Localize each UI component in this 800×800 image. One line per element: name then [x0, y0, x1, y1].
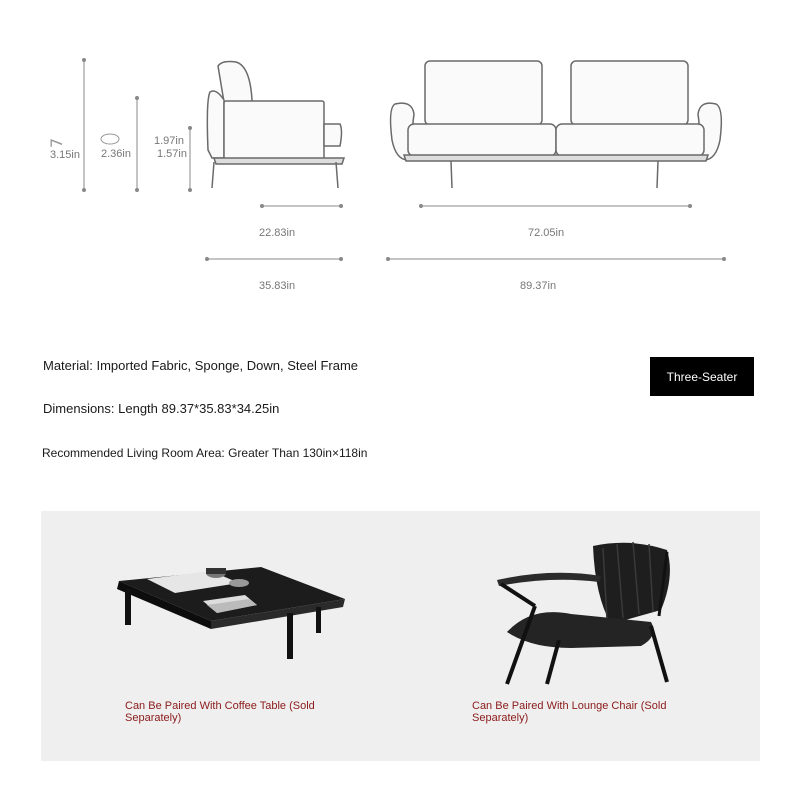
spec-material: Material: Imported Fabric, Sponge, Down, Steel Frame [43, 358, 359, 373]
label-height-seat: 2.36in [101, 148, 131, 160]
dimension-diagram [0, 0, 800, 320]
three-seater-badge[interactable]: Three-Seater [650, 357, 754, 396]
coffee-table-caption: Can Be Paired With Coffee Table (Sold Separately) [125, 700, 315, 724]
label-height-arm-lower: 1.57in [157, 148, 187, 160]
coffee-table-image [111, 561, 351, 671]
label-side-depth-total: 35.83in [259, 280, 296, 292]
label-front-seat-width: 72.05in [528, 227, 565, 239]
label-side-seat-depth: 22.83in [259, 227, 296, 239]
label-height-total: 3.15in [50, 149, 80, 161]
label-height-arm-upper: 1.97in [154, 135, 184, 147]
scribble-oval [101, 134, 119, 144]
scribble-seven: 7 [47, 137, 66, 148]
spec-dimensions: Dimensions: Length 89.37*35.83*34.25in [43, 401, 280, 416]
lounge-chair-caption: Can Be Paired With Lounge Chair (Sold Separately) [472, 700, 667, 724]
sofa-front-view [391, 61, 722, 188]
sofa-side-view [207, 62, 344, 189]
spec-living-room-area: Recommended Living Room Area: Greater Than 130in×118in [42, 446, 368, 460]
pairing-panel [41, 511, 760, 761]
label-front-width-total: 89.37in [520, 280, 557, 292]
lounge-chair-image [491, 536, 691, 686]
